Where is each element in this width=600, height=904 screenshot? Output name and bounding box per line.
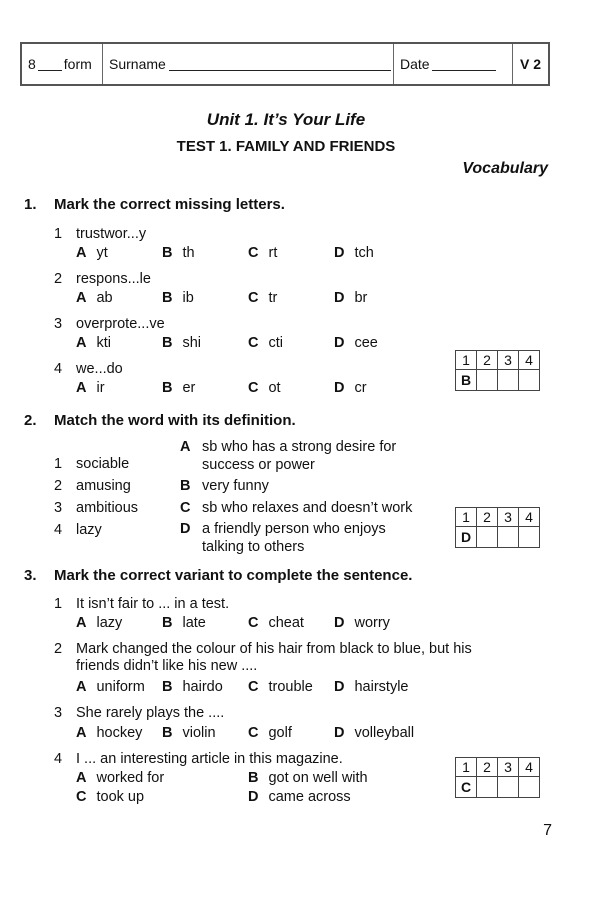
grid-cell: 1 <box>456 351 477 370</box>
option[interactable]: A lazy <box>76 615 123 631</box>
item-number: 2 <box>54 271 63 287</box>
answer-cell[interactable]: C <box>456 777 477 798</box>
answer-cell[interactable] <box>477 370 498 391</box>
option[interactable]: A ir <box>76 380 105 396</box>
surname-blank[interactable] <box>169 58 391 71</box>
answer-grid-answers <box>456 527 540 548</box>
q3-item-3-stem: 3 She rarely plays the .... <box>54 705 225 721</box>
option[interactable]: A kti <box>76 335 111 351</box>
option[interactable]: D cr <box>334 380 367 396</box>
grid-cell: 4 <box>519 508 540 527</box>
question-number: 1. <box>24 196 37 213</box>
answer-cell[interactable] <box>519 370 540 391</box>
option[interactable]: B got on well with <box>248 770 368 786</box>
answer-grid-header <box>456 508 540 527</box>
option[interactable]: C cti <box>248 335 283 351</box>
unit-title: Unit 1. It’s Your Life <box>206 110 366 129</box>
item-stem: overprote...ve <box>76 316 165 332</box>
q3-item-1-stem: 1 It isn’t fair to ... in a test. <box>54 596 230 612</box>
option[interactable]: A uniform <box>76 679 145 695</box>
answer-cell[interactable] <box>498 527 519 548</box>
question-1-heading <box>24 196 285 213</box>
answer-grid-header <box>456 351 540 370</box>
q2-definition-d-cont: talking to others <box>202 539 305 555</box>
date-label: Date <box>400 56 430 72</box>
variant-cell <box>513 44 548 84</box>
question-2-heading <box>24 412 296 429</box>
q1-answer-grid <box>455 350 540 391</box>
q1-item-1-stem <box>54 226 146 242</box>
answer-cell[interactable] <box>477 527 498 548</box>
item-number: 1 <box>54 226 63 242</box>
answer-grid-answers <box>456 777 540 798</box>
q2-word-1: 1 sociable <box>54 456 130 472</box>
q2-definition-a-cont: success or power <box>202 457 315 473</box>
q3-item-2-options <box>76 679 436 697</box>
grid-cell: 3 <box>498 351 519 370</box>
answer-cell[interactable]: B <box>456 370 477 391</box>
question-instruction: Match the word with its definition. <box>54 412 296 429</box>
q2-answer-grid <box>455 507 540 548</box>
grid-cell: 4 <box>519 351 540 370</box>
student-info-header <box>20 42 550 86</box>
q1-item-2-options <box>76 290 416 308</box>
option[interactable]: C rt <box>248 245 278 261</box>
answer-grid-header <box>456 758 540 777</box>
option[interactable]: D tch <box>334 245 374 261</box>
q1-item-2-stem <box>54 271 151 287</box>
surname-cell[interactable] <box>103 44 394 84</box>
test-title: TEST 1. FAMILY AND FRIENDS <box>176 138 396 155</box>
q3-item-3-options <box>76 725 436 743</box>
question-instruction: Mark the correct variant to complete the sentence. <box>54 567 413 584</box>
form-number: 8 <box>28 56 36 72</box>
grid-cell: 1 <box>456 758 477 777</box>
question-number: 2. <box>24 412 37 429</box>
q2-definition-c: C sb who relaxes and doesn’t work <box>180 500 413 516</box>
q1-item-1-options <box>76 245 416 263</box>
date-cell[interactable] <box>394 44 513 84</box>
q2-word-2: 2 amusing <box>54 478 131 494</box>
q2-definition-a: A sb who has a strong desire for <box>180 439 397 455</box>
q1-item-3-options <box>76 335 416 353</box>
answer-grid-answers <box>456 370 540 391</box>
form-cell[interactable] <box>22 44 103 84</box>
option[interactable]: D cee <box>334 335 378 351</box>
form-label: form <box>63 56 92 72</box>
option[interactable]: C took up <box>76 789 145 805</box>
option[interactable]: D came across <box>248 789 351 805</box>
option[interactable]: A hockey <box>76 725 143 741</box>
grid-cell: 2 <box>477 351 498 370</box>
option[interactable]: B hairdo <box>162 679 223 695</box>
answer-cell[interactable] <box>498 370 519 391</box>
option[interactable]: B er <box>162 380 196 396</box>
date-blank[interactable] <box>432 58 496 71</box>
q2-definition-b: B very funny <box>180 478 269 494</box>
grid-cell: 3 <box>498 508 519 527</box>
option[interactable]: C tr <box>248 290 278 306</box>
form-blank[interactable] <box>38 58 62 71</box>
surname-label: Surname <box>109 56 166 72</box>
item-stem: respons...le <box>76 271 151 287</box>
item-stem: we...do <box>76 361 123 377</box>
option[interactable]: C ot <box>248 380 281 396</box>
answer-cell[interactable] <box>477 777 498 798</box>
item-stem: trustwor...y <box>76 226 147 242</box>
grid-cell: 2 <box>477 508 498 527</box>
q3-item-1-options <box>76 615 436 633</box>
question-number: 3. <box>24 567 37 584</box>
item-number: 3 <box>54 316 63 332</box>
q2-word-3: 3 ambitious <box>54 500 139 516</box>
answer-cell[interactable] <box>519 527 540 548</box>
q3-item-4-stem: 4 I ... an interesting article in this magazine. <box>54 751 343 767</box>
page-number: 7 <box>543 822 552 839</box>
option[interactable]: D volleyball <box>334 725 415 741</box>
q3-answer-grid <box>455 757 540 798</box>
option[interactable]: A worked for <box>76 770 165 786</box>
grid-cell: 2 <box>477 758 498 777</box>
option[interactable]: C cheat <box>248 615 304 631</box>
option[interactable]: A yt <box>76 245 108 261</box>
q1-item-3-stem <box>54 316 165 332</box>
q3-item-2-stem: 2 Mark changed the colour of his hair from black to blue, but his <box>54 641 472 657</box>
q3-item-2-stem-cont: friends didn’t like his new .... <box>76 658 258 674</box>
answer-cell[interactable] <box>519 777 540 798</box>
option[interactable]: B ib <box>162 290 194 306</box>
option[interactable]: D br <box>334 290 368 306</box>
q1-item-4-stem <box>54 361 123 377</box>
option[interactable]: D worry <box>334 615 390 631</box>
option[interactable]: B violin <box>162 725 216 741</box>
answer-cell[interactable]: D <box>456 527 477 548</box>
question-instruction: Mark the correct missing letters. <box>54 196 285 213</box>
option[interactable]: C trouble <box>248 679 313 695</box>
q2-definition-d: D a friendly person who enjoys <box>180 521 386 537</box>
q2-word-4: 4 lazy <box>54 522 102 538</box>
grid-cell: 1 <box>456 508 477 527</box>
section-title: Vocabulary <box>462 160 548 177</box>
answer-cell[interactable] <box>498 777 519 798</box>
option[interactable]: D hairstyle <box>334 679 409 695</box>
question-3-heading <box>24 567 412 584</box>
grid-cell: 3 <box>498 758 519 777</box>
option[interactable]: B late <box>162 615 206 631</box>
item-number: 4 <box>54 361 63 377</box>
option[interactable]: A ab <box>76 290 113 306</box>
q3-item-4-options <box>76 770 416 808</box>
option[interactable]: C golf <box>248 725 292 741</box>
option[interactable]: B shi <box>162 335 202 351</box>
option[interactable]: B th <box>162 245 195 261</box>
grid-cell: 4 <box>519 758 540 777</box>
variant-label: V 2 <box>519 56 541 72</box>
q1-item-4-options <box>76 380 416 398</box>
